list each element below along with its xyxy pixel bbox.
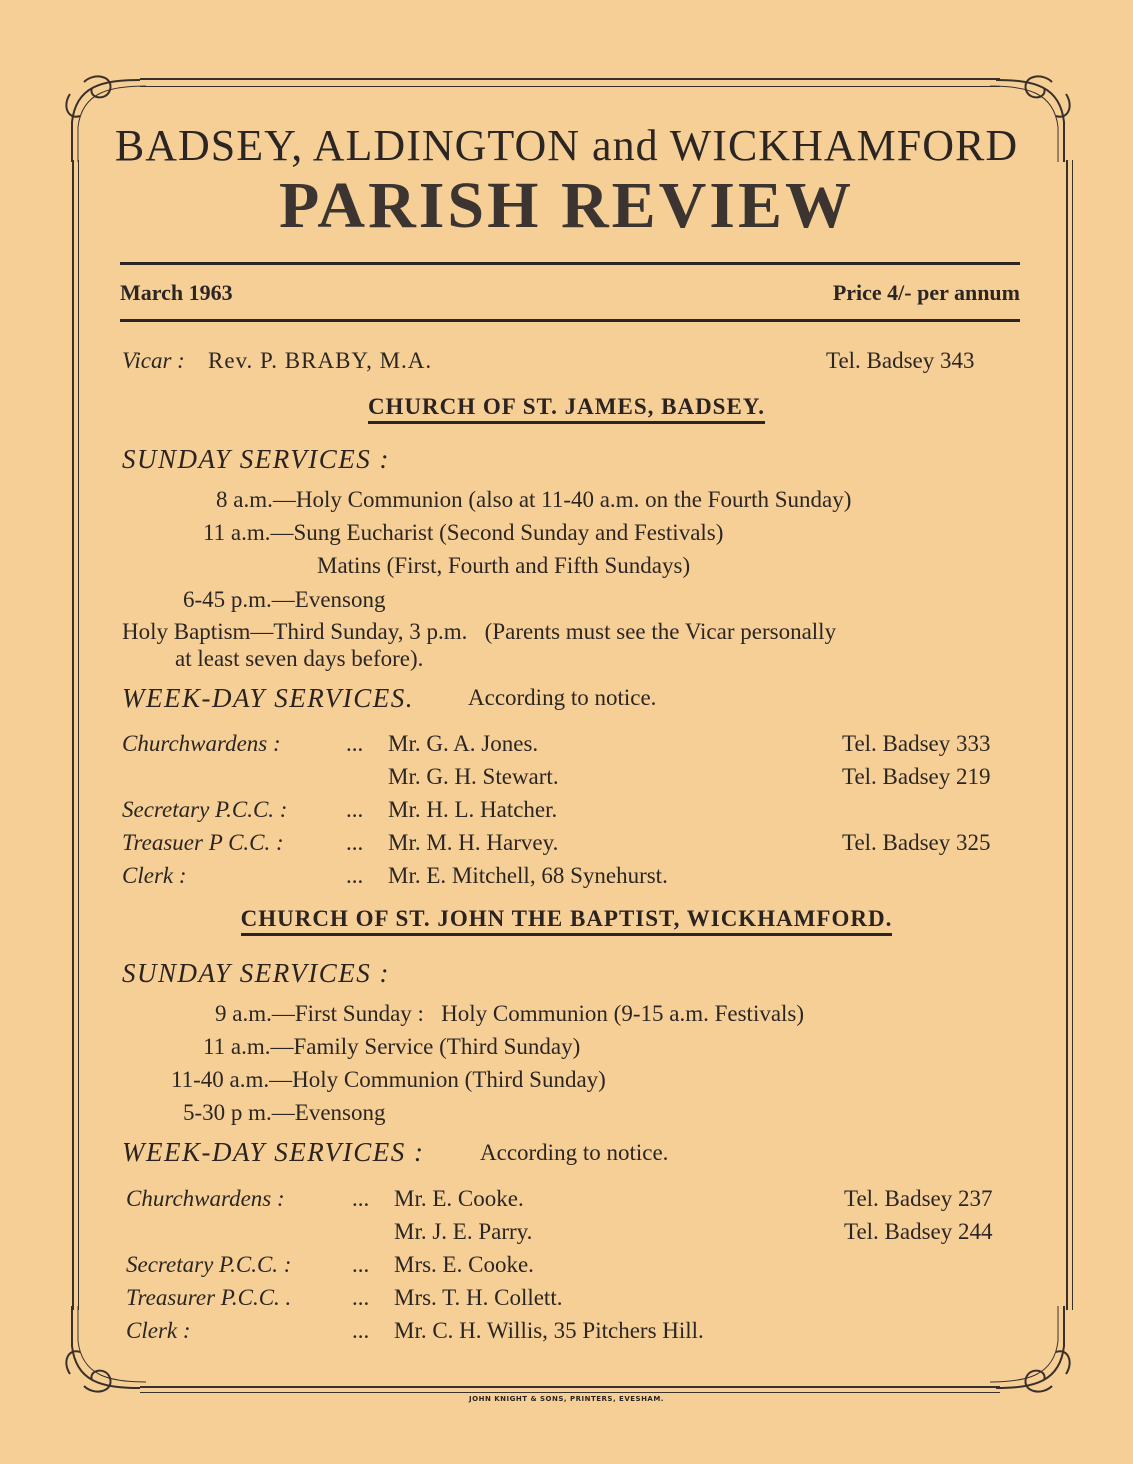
officer-tel: Tel. Badsey 237 xyxy=(844,1186,993,1211)
vicar-tel: Tel. Badsey 343 xyxy=(826,348,975,373)
badsey-service-2: 11 a.m.—Sung Eucharist (Second Sunday and Festivals) xyxy=(203,520,724,545)
officer-role: Secretary P.C.C. : xyxy=(126,1252,292,1277)
officer-dots: ... xyxy=(352,1318,370,1343)
badsey-service-1: 8 a.m.—Holy Communion (also at 11-40 a.m. on the Fourth Sunday) xyxy=(216,487,852,512)
badsey-service-3: Matins (First, Fourth and Fifth Sundays) xyxy=(317,553,691,578)
officer-name: Mr. C. H. Willis, 35 Pitchers Hill. xyxy=(394,1318,704,1343)
issue-price: Price 4/- per annum xyxy=(832,280,1020,305)
masthead-parishes: BADSEY, ALDINGTON and WICKHAMFORD xyxy=(114,121,1019,170)
officer-name: Mr. G. A. Jones. xyxy=(388,731,539,756)
printer-imprint: JOHN KNIGHT & SONS, PRINTERS, EVESHAM. xyxy=(469,1395,664,1403)
vicar-label: Vicar : xyxy=(122,348,185,373)
officer-role: Secretary P.C.C. : xyxy=(122,797,288,822)
wickhamford-service-4: 5-30 p m.—Evensong xyxy=(183,1100,386,1125)
officer-name: Mr. J. E. Parry. xyxy=(394,1219,533,1244)
officer-dots: ... xyxy=(352,1252,370,1277)
wickhamford-weekday-note: According to notice. xyxy=(480,1140,669,1165)
issue-line xyxy=(120,280,1020,306)
officer-dots: ... xyxy=(352,1285,370,1310)
corner-ornament-icon xyxy=(984,1306,1074,1396)
officer-dots: ... xyxy=(346,731,364,756)
officer-name: Mr. E. Mitchell, 68 Synehurst. xyxy=(388,863,668,888)
badsey-sunday-title: SUNDAY SERVICES : xyxy=(122,444,390,474)
officer-dots: ... xyxy=(346,863,364,888)
issue-date: March 1963 xyxy=(120,280,233,305)
officer-tel: Tel. Badsey 219 xyxy=(842,764,991,789)
divider xyxy=(120,262,1020,265)
vicar-name: Rev. P. BRABY, M.A. xyxy=(208,348,433,373)
officer-role: Clerk : xyxy=(122,863,187,888)
officer-name: Mr. E. Cooke. xyxy=(394,1186,524,1211)
wickhamford-weekday-title: WEEK-DAY SERVICES : xyxy=(122,1137,425,1167)
officer-name: Mr. G. H. Stewart. xyxy=(388,764,559,789)
officer-name: Mrs. T. H. Collett. xyxy=(394,1285,563,1310)
officer-role: Clerk : xyxy=(126,1318,191,1343)
officer-role: Churchwardens : xyxy=(126,1186,285,1211)
badsey-weekday-note: According to notice. xyxy=(468,685,657,710)
officer-name: Mr. H. L. Hatcher. xyxy=(388,797,558,822)
officer-role: Churchwardens : xyxy=(122,731,281,756)
wickhamford-sunday-title: SUNDAY SERVICES : xyxy=(122,958,390,988)
officer-tel: Tel. Badsey 333 xyxy=(842,731,991,756)
badsey-baptism-line2: at least seven days before). xyxy=(175,646,424,671)
wickhamford-service-3: 11-40 a.m.—Holy Communion (Third Sunday) xyxy=(171,1067,606,1092)
officer-tel: Tel. Badsey 244 xyxy=(844,1219,993,1244)
wickhamford-service-2: 11 a.m.—Family Service (Third Sunday) xyxy=(203,1034,581,1059)
officer-name: Mrs. E. Cooke. xyxy=(394,1252,534,1277)
officer-role: Treasuer P C.C. : xyxy=(122,830,284,855)
officer-dots: ... xyxy=(346,797,364,822)
officer-tel: Tel. Badsey 325 xyxy=(842,830,991,855)
badsey-heading: CHURCH OF ST. JAMES, BADSEY. xyxy=(0,394,1133,420)
badsey-service-4: 6-45 p.m.—Evensong xyxy=(183,587,386,612)
officer-dots: ... xyxy=(352,1186,370,1211)
officer-name: Mr. M. H. Harvey. xyxy=(388,830,559,855)
wickhamford-service-1: 9 a.m.—First Sunday : Holy Communion (9-15 a.m. Festivals) xyxy=(215,1001,805,1026)
divider xyxy=(120,319,1020,322)
wickhamford-heading: CHURCH OF ST. JOHN THE BAPTIST, WICKHAMFORD. xyxy=(0,906,1133,932)
badsey-baptism-line1: Holy Baptism—Third Sunday, 3 p.m. (Parents must see the Vicar personally xyxy=(122,619,837,644)
badsey-weekday-title: WEEK-DAY SERVICES. xyxy=(122,683,414,713)
officer-role: Treasurer P.C.C. . xyxy=(126,1285,292,1310)
masthead-title: PARISH REVIEW xyxy=(278,169,855,242)
officer-dots: ... xyxy=(346,830,364,855)
